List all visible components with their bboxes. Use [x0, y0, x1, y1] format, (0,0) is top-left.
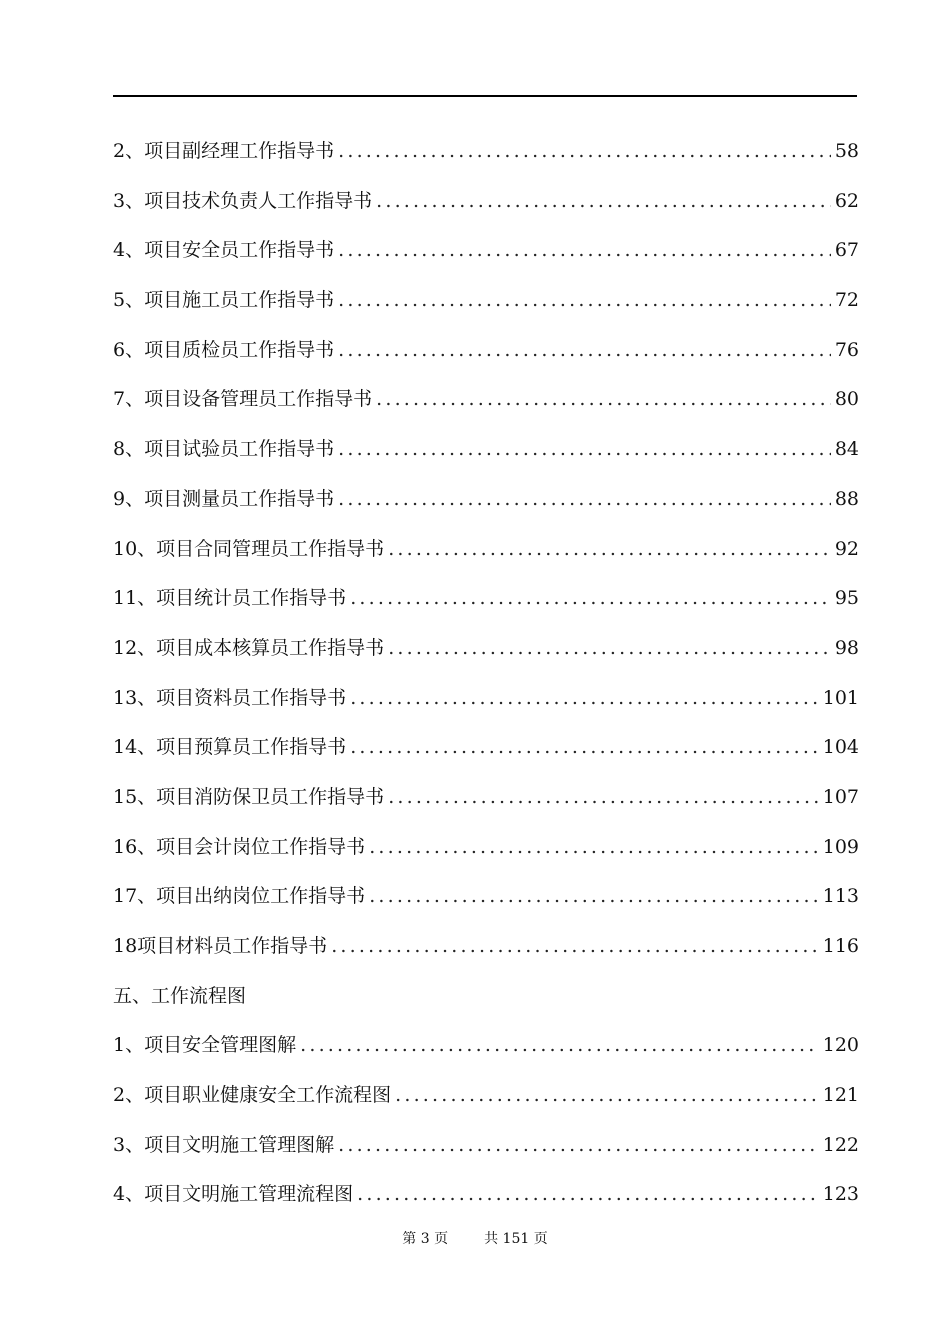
toc-entry[interactable]	[113, 425, 859, 475]
toc-entry[interactable]	[113, 326, 859, 376]
toc-entry-title: 15、项目消防保卫员工作指导书	[113, 785, 385, 808]
toc-entry[interactable]	[113, 1170, 859, 1220]
toc-entry-title: 4、项目安全员工作指导书	[113, 239, 335, 262]
toc-entry-page: 72	[834, 289, 859, 312]
toc-entry-page: 88	[834, 487, 859, 510]
toc-entry-page: 84	[834, 438, 859, 461]
toc-entry[interactable]	[113, 872, 859, 922]
toc-entry[interactable]	[113, 525, 859, 575]
toc-leader-dots	[338, 226, 831, 276]
toc-entry-title: 16、项目会计岗位工作指导书	[113, 835, 366, 858]
toc-entry-title: 3、项目技术负责人工作指导书	[113, 189, 373, 212]
toc-leader-dots	[395, 1071, 819, 1121]
toc-entry-page: 107	[822, 785, 859, 808]
toc-leader-dots	[331, 922, 819, 972]
toc-entry-title: 7、项目设备管理员工作指导书	[113, 388, 373, 411]
toc-entry[interactable]	[113, 1071, 859, 1121]
toc-section-title: 五、工作流程图	[113, 984, 247, 1007]
toc-entry[interactable]	[113, 475, 859, 525]
toc-entry[interactable]	[113, 773, 859, 823]
toc-entry-page: 95	[834, 587, 859, 610]
toc-entry[interactable]	[113, 574, 859, 624]
toc-leader-dots	[357, 1170, 819, 1220]
toc-entry-title: 10、项目合同管理员工作指导书	[113, 537, 385, 560]
toc-entry-title: 1、项目安全管理图解	[113, 1034, 297, 1057]
toc-entry-title: 2、项目副经理工作指导书	[113, 140, 335, 162]
toc-leader-dots	[388, 525, 831, 575]
toc-entry-title: 5、项目施工员工作指导书	[113, 289, 335, 312]
toc-leader-dots	[350, 674, 819, 724]
toc-entry-title: 9、项目测量员工作指导书	[113, 487, 335, 510]
toc-entry-page: 121	[822, 1084, 859, 1107]
toc-entry[interactable]	[113, 177, 859, 227]
toc-entry-title: 3、项目文明施工管理图解	[113, 1133, 335, 1156]
toc-entry[interactable]	[113, 276, 859, 326]
header-rule	[113, 95, 857, 97]
toc-leader-dots	[338, 475, 831, 525]
toc-entry-page: 67	[834, 239, 859, 262]
toc-entry-page: 120	[822, 1034, 859, 1057]
toc-leader-dots	[338, 425, 831, 475]
toc-entry-page: 76	[834, 338, 859, 361]
toc-entry-page: 113	[822, 885, 859, 908]
toc-entry-title: 14、项目预算员工作指导书	[113, 736, 347, 759]
toc-entry[interactable]	[113, 127, 859, 177]
toc-leader-dots	[369, 872, 819, 922]
toc-leader-dots	[388, 773, 819, 823]
toc-leader-dots	[376, 177, 831, 227]
toc-entry-page: 62	[834, 189, 859, 212]
toc-entry-page: 101	[822, 686, 859, 709]
toc-entry-page: 98	[834, 636, 859, 659]
toc-leader-dots	[350, 723, 819, 773]
toc-entry-title: 17、项目出纳岗位工作指导书	[113, 885, 366, 908]
toc-section-heading[interactable]	[113, 972, 859, 1022]
toc-entry-page: 116	[822, 935, 859, 957]
toc-entry-page: 109	[822, 835, 859, 858]
toc-entry-title: 8、项目试验员工作指导书	[113, 438, 335, 461]
toc-leader-dots	[350, 574, 831, 624]
toc-entry-title: 4、项目文明施工管理流程图	[113, 1183, 354, 1206]
toc-entry[interactable]	[113, 674, 859, 724]
toc-entry-title: 12、项目成本核算员工作指导书	[113, 636, 385, 659]
toc-entry-page: 122	[822, 1133, 859, 1156]
toc-entry-title: 13、项目资料员工作指导书	[113, 686, 347, 709]
toc-entry[interactable]	[113, 226, 859, 276]
toc-entry[interactable]	[113, 922, 859, 972]
toc-entry-title: 18项目材料员工作指导书	[113, 935, 328, 957]
toc-entry-page: 80	[834, 388, 859, 411]
toc-entry[interactable]	[113, 723, 859, 773]
toc-leader-dots	[338, 326, 831, 376]
toc-leader-dots	[338, 1121, 819, 1171]
toc-entry[interactable]	[113, 1121, 859, 1171]
toc-leader-dots	[369, 823, 819, 873]
toc-leader-dots	[300, 1021, 819, 1071]
toc-entry-page: 123	[822, 1183, 859, 1206]
toc-entry[interactable]	[113, 624, 859, 674]
toc-entry-title: 6、项目质检员工作指导书	[113, 338, 335, 361]
toc-entry[interactable]	[113, 375, 859, 425]
toc-entry-page: 92	[834, 537, 859, 560]
toc-entry[interactable]	[113, 823, 859, 873]
toc-entry-page: 104	[822, 736, 859, 759]
toc-leader-dots	[376, 375, 831, 425]
toc-leader-dots	[388, 624, 831, 674]
page-footer	[0, 1228, 950, 1250]
current-page-label: 第 3 页	[402, 1231, 449, 1247]
toc-entry-title: 2、项目职业健康安全工作流程图	[113, 1084, 392, 1107]
toc-entry[interactable]	[113, 1021, 859, 1071]
total-pages-label: 共 151 页	[484, 1231, 548, 1247]
toc-entry-title: 11、项目统计员工作指导书	[113, 587, 347, 610]
toc-leader-dots	[338, 276, 831, 326]
toc-leader-dots	[338, 127, 831, 177]
table-of-contents	[113, 127, 859, 1220]
toc-entry-page: 58	[834, 140, 859, 162]
